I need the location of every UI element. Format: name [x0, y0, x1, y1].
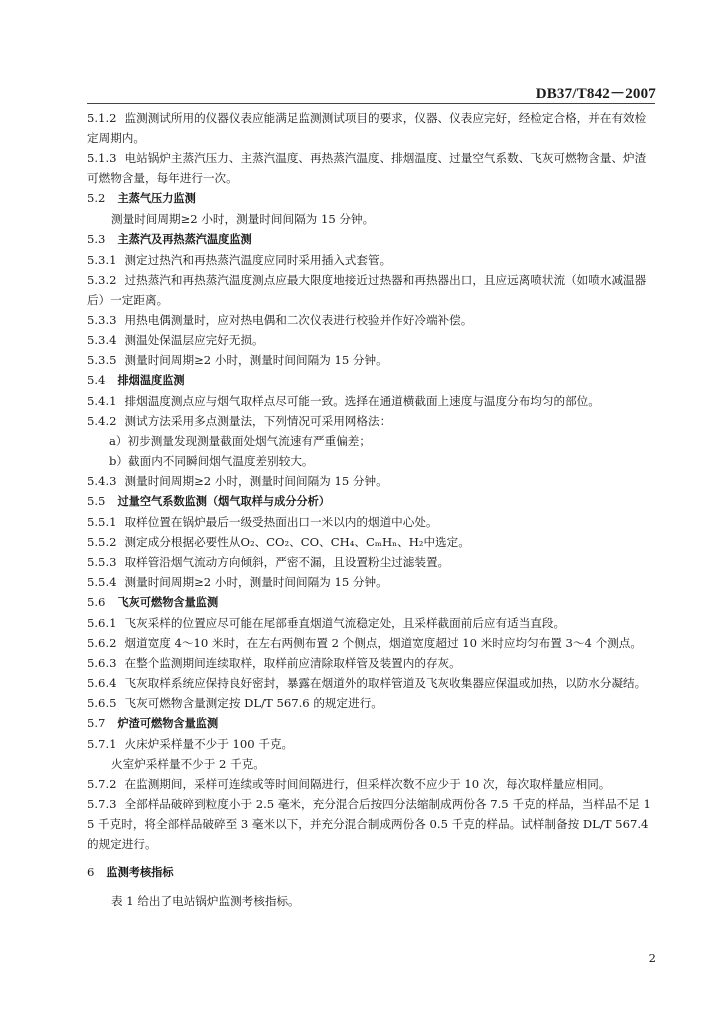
clause-number: 5.3.5 [87, 353, 117, 367]
section-heading [87, 592, 655, 613]
clause-text: 在整个监测期间连续取样，取样前应清除取样管及装置内的存灰。 [124, 656, 461, 670]
section-number: 6 [87, 865, 95, 879]
clause-text: 烟道宽度 4～10 米时，在左右两侧布置 2 个侧点，烟道宽度超过 10 米时应均匀布置 3～4 个测点。 [124, 636, 642, 650]
clause-paragraph [87, 310, 655, 330]
clause-number: 5.5.4 [87, 575, 117, 589]
clause-number: 5.4.1 [87, 394, 117, 408]
clause-paragraph [87, 794, 655, 854]
indented-paragraph: 表 1 给出了电站锅炉监测考核指标。 [111, 894, 300, 908]
section-title: 监测考核指标 [106, 866, 174, 879]
clause-paragraph [87, 673, 655, 693]
section-number: 5.6 [87, 595, 106, 609]
clause-paragraph [87, 653, 655, 673]
clause-text: 测量时间周期≥2 小时，测量时间间隔为 15 分钟。 [124, 353, 388, 367]
section-heading [87, 188, 655, 209]
clause-number: 5.6.2 [87, 636, 117, 650]
section-heading [87, 713, 655, 734]
clause-number: 5.5.2 [87, 535, 117, 549]
clause-paragraph [87, 330, 655, 350]
clause-text: 火床炉采样量不少于 100 千克。 [124, 737, 294, 751]
document-body [87, 108, 655, 911]
section-title: 炉渣可燃物含量监测 [117, 717, 219, 730]
section-title: 过量空气系数监测（烟气取样与成分分析） [117, 495, 331, 508]
clause-paragraph [87, 148, 655, 188]
clause-number: 5.3.1 [87, 253, 117, 267]
section-number: 5.3 [87, 232, 106, 246]
section-heading [87, 862, 655, 883]
clause-text: 飞灰可燃物含量测定按 DL/T 567.6 的规定进行。 [124, 696, 383, 710]
clause-text: 测量时间周期≥2 小时，测量时间间隔为 15 分钟。 [124, 575, 388, 589]
indented-paragraph: 测量时间周期≥2 小时，测量时间间隔为 15 分钟。 [111, 212, 375, 226]
clause-paragraph [87, 391, 655, 411]
clause-paragraph [87, 250, 655, 270]
clause-paragraph [87, 633, 655, 653]
section-title: 主蒸汽及再热蒸汽温度监测 [117, 233, 252, 246]
clause-text: 取样位置在锅炉最后一级受热面出口一米以内的烟道中心处。 [124, 515, 438, 529]
clause-paragraph [87, 774, 655, 794]
clause-paragraph [87, 512, 655, 532]
standard-code: DB37/T842－2007 [535, 86, 656, 102]
clause-number: 5.6.3 [87, 656, 117, 670]
clause-paragraph [87, 471, 655, 491]
clause-text: 测量时间周期≥2 小时，测量时间间隔为 15 分钟。 [124, 474, 388, 488]
clause-number: 5.4.2 [87, 414, 117, 428]
clause-number: 5.6.4 [87, 676, 117, 690]
page-number: 2 [648, 951, 656, 965]
clause-number: 5.7.1 [87, 737, 117, 751]
clause-number: 5.3.3 [87, 313, 117, 327]
clause-text: 全部样品破碎到粒度小于 2.5 毫米，充分混合后按四分法缩制成两份各 7.5 千克的样品，当样品不足 15 千克时，将全部样品破碎至 3 毫米以下，并充分混合制成两份各 0.5 千克的样品。试样制备按 DL/T 567.4 的规定进行。 [87, 797, 651, 851]
clause-text: 排烟温度测点应与烟气取样点尽可能一致。选择在通道横截面上速度与温度分布均匀的部位。 [124, 394, 600, 408]
clause-number: 5.1.2 [87, 111, 117, 125]
section-gap [87, 854, 655, 862]
clause-paragraph [87, 734, 655, 754]
clause-number: 5.1.3 [87, 151, 117, 165]
clause-number: 5.3.4 [87, 333, 117, 347]
clause-paragraph [87, 532, 655, 552]
clause-text: 电站锅炉主蒸汽压力、主蒸汽温度、再热蒸汽温度、排烟温度、过量空气系数、飞灰可燃物含量、炉渣可燃物含量，每年进行一次。 [87, 151, 647, 185]
header-rule [87, 103, 655, 104]
clause-text: 测定成分根据必要性从O₂、CO₂、CO、CH₄、CₘHₙ、H₂中选定。 [124, 535, 470, 549]
section-title: 主蒸气压力监测 [117, 192, 196, 205]
clause-text: 监测测试所用的仪器仪表应能满足监测测试项目的要求，仪器、仪表应完好，经检定合格，并在有效检定周期内。 [87, 111, 647, 145]
clause-number: 5.6.1 [87, 616, 117, 630]
clause-paragraph [87, 613, 655, 633]
clause-paragraph [87, 572, 655, 592]
clause-number: 5.5.3 [87, 555, 117, 569]
clause-number: 5.7.3 [87, 797, 117, 811]
section-number: 5.5 [87, 494, 106, 508]
clause-paragraph [87, 693, 655, 713]
clause-text: 飞灰取样系统应保持良好密封，暴露在烟道外的取样管道及飞灰收集器应保温或加热，以防水分凝结。 [124, 676, 647, 690]
clause-paragraph [87, 108, 655, 148]
clause-text: 飞灰采样的位置应尽可能在尾部垂直烟道气流稳定处，且采样截面前后应有适当直段。 [124, 616, 566, 630]
clause-text: 取样管沿烟气流动方向倾斜，严密不漏，且设置粉尘过滤装置。 [124, 555, 450, 569]
section-heading [87, 370, 655, 391]
list-item: b）截面内不同瞬间烟气温度差别较大。 [109, 454, 314, 468]
clause-text: 用热电偶测量时，应对热电偶和二次仪表进行校验并作好冷端补偿。 [124, 313, 473, 327]
clause-text: 测定过热汽和再热蒸汽温度应同时采用插入式套管。 [124, 253, 392, 267]
clause-text: 测温处保温层应完好无损。 [124, 333, 264, 347]
clause-paragraph [87, 552, 655, 572]
clause-text: 过热蒸汽和再热蒸汽温度测点应最大限度地接近过热器和再热器出口，且应远离喷状流（如喷水减温器后）一定距离。 [87, 273, 647, 307]
clause-text: 在监测期间，采样可连续或等时间间隔进行，但采样次数不应少于 10 次，每次取样量应相同。 [124, 777, 611, 791]
indented-paragraph: 火室炉采样量不少于 2 千克。 [111, 757, 265, 771]
clause-paragraph [87, 411, 655, 431]
section-gap [87, 883, 655, 891]
section-number: 5.7 [87, 716, 106, 730]
clause-paragraph [87, 350, 655, 370]
clause-paragraph [87, 270, 655, 310]
section-number: 5.2 [87, 191, 106, 205]
section-heading [87, 491, 655, 512]
section-heading [87, 229, 655, 250]
clause-number: 5.6.5 [87, 696, 117, 710]
clause-number: 5.7.2 [87, 777, 117, 791]
clause-text: 测试方法采用多点测量法，下列情况可采用网格法： [124, 414, 392, 428]
clause-number: 5.3.2 [87, 273, 117, 287]
section-number: 5.4 [87, 373, 106, 387]
list-item: a）初步测量发现测量截面处烟气流速有严重偏差； [109, 434, 371, 448]
clause-number: 5.4.3 [87, 474, 117, 488]
section-title: 排烟温度监测 [117, 374, 185, 387]
clause-number: 5.5.1 [87, 515, 117, 529]
section-title: 飞灰可燃物含量监测 [117, 596, 219, 609]
